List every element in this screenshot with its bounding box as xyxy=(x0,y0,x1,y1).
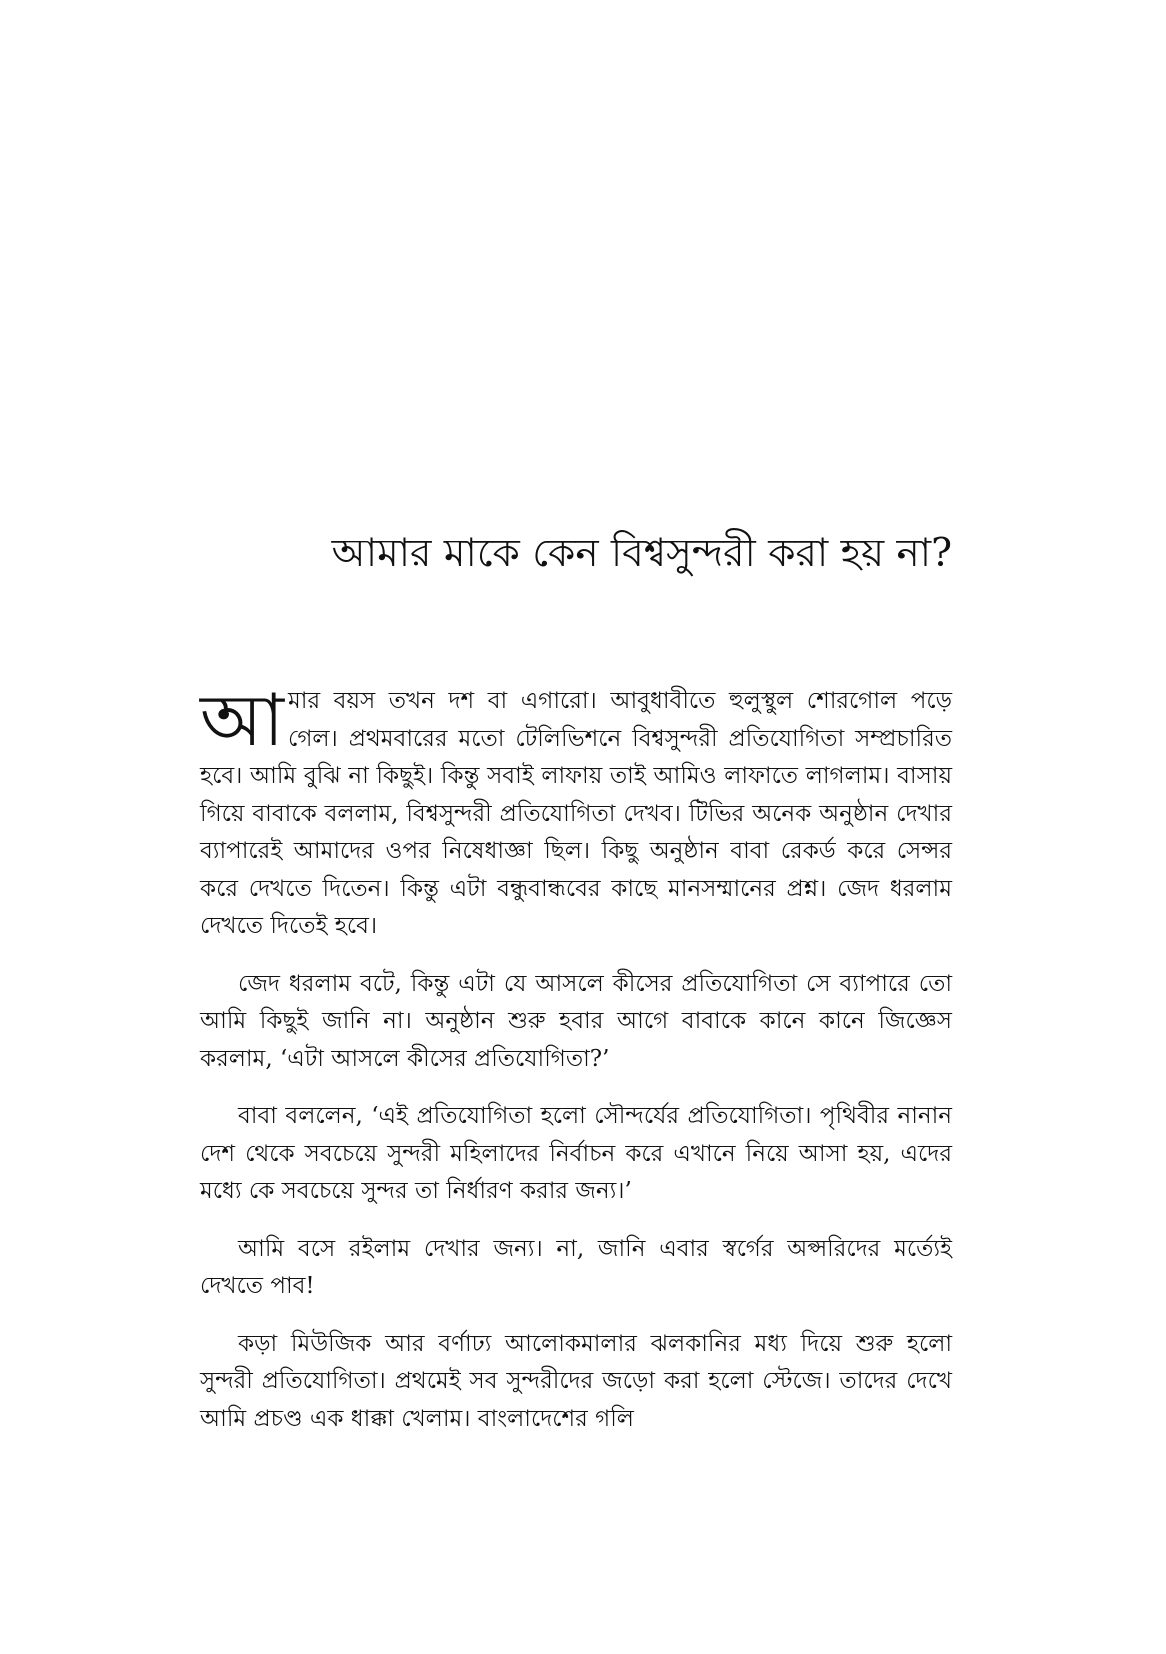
chapter-title: আমার মাকে কেন বিশ্বসুন্দরী করা হয় না? xyxy=(331,531,952,576)
paragraph-5: কড়া মিউজিক আর বর্ণাঢ্য আলোকমালার ঝলকানির মধ্য দিয়ে শুরু হলো সুন্দরী প্রতিযোগিতা। প্রথমেই সব সুন্দরীদের জড়ো করা হলো স্টেজে। তাদের দেখে আমি প্রচণ্ড এক ধাক্কা খেলাম। বাংলাদেশের গলি xyxy=(200,1330,952,1432)
paragraph-1-text: মার বয়স তখন দশ বা এগারো। আবুধাবীতে হুলুস্থুল শোরগোল পড়ে গেল। প্রথমবারের মতো টেলিভিশনে বিশ্বসুন্দরী প্রতিযোগিতা সম্প্রচারিত হবে। আমি বুঝি না কিছুই। কিন্তু সবাই লাফায় তাই আমিও লাফাতে লাগলাম। বাসায় গিয়ে বাবাকে বললাম, বিশ্বসুন্দরী প্রতিযোগিতা দেখব। টিভির অনেক অনুষ্ঠান দেখার ব্যাপারেই আমাদের ওপর নিষেধাজ্ঞা ছিল। কিছু অনুষ্ঠান বাবা রেকর্ড করে সেন্সর করে দেখতে দিতেন। কিন্তু এটা বন্ধুবান্ধবের কাছে মানসম্মানের প্রশ্ন। জেদ ধরলাম দেখতে দিতেই হবে। xyxy=(200,688,952,939)
paragraph-1 xyxy=(200,678,952,946)
paragraph-4: আমি বসে রইলাম দেখার জন্য। না, জানি এবার স্বর্গের অপ্সরিদের মর্ত্যেই দেখতে পাব! xyxy=(200,1235,952,1299)
paragraph-3: বাবা বললেন, ‘এই প্রতিযোগিতা হলো সৌন্দর্যের প্রতিযোগিতা। পৃথিবীর নানান দেশ থেকে সবচেয়ে সুন্দরী মহিলাদের নির্বাচন করে এখানে নিয়ে আসা হয়, এদের মধ্যে কে সবচেয়ে সুন্দর তা নির্ধারণ করার জন্য।’ xyxy=(200,1103,952,1204)
chapter-body xyxy=(200,678,952,1458)
drop-cap: আ xyxy=(200,678,284,762)
paragraph-2: জেদ ধরলাম বটে, কিন্তু এটা যে আসলে কীসের প্রতিযোগিতা সে ব্যাপারে তো আমি কিছুই জানি না। অনুষ্ঠান শুরু হবার আগে বাবাকে কানে কানে জিজ্ঞেস করলাম, ‘এটা আসলে কীসের প্রতিযোগিতা?’ xyxy=(200,970,952,1072)
